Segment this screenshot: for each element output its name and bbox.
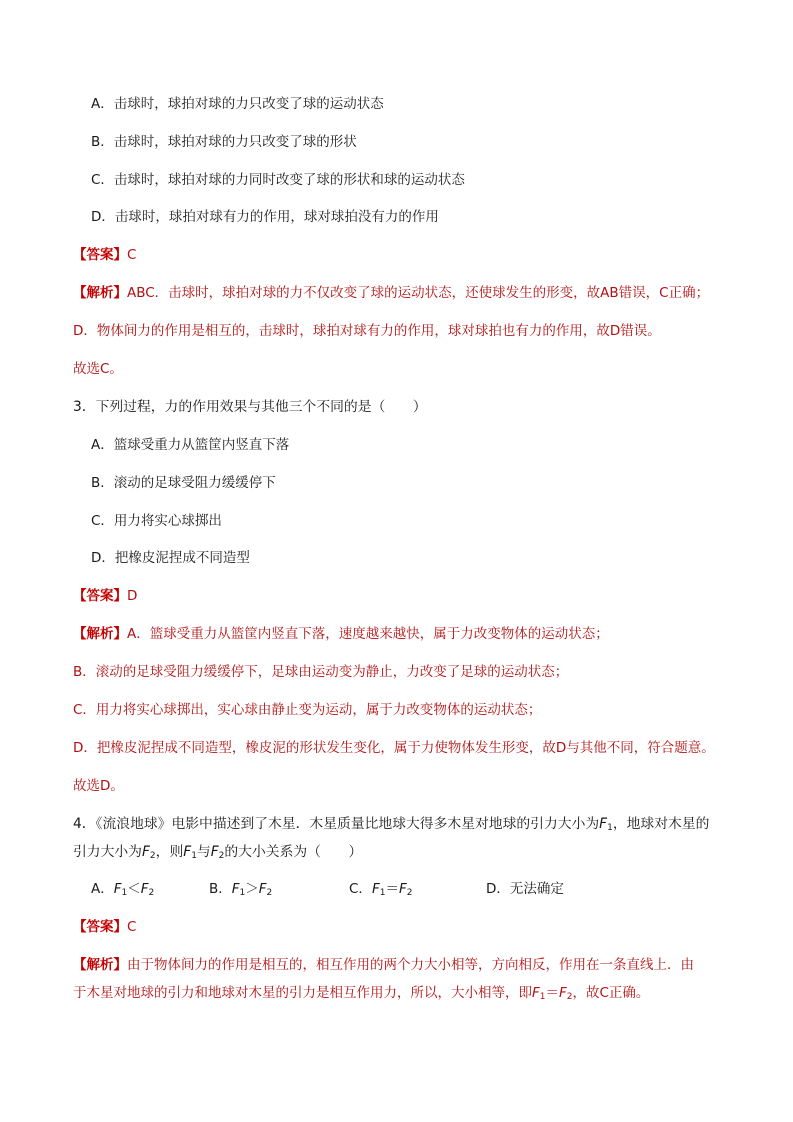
q4-answer-value: C <box>127 919 137 935</box>
q3-option-a: A．篮球受重力从篮筐内竖直下落 <box>91 437 290 453</box>
q3-analysis-line-1: 【解析】A．篮球受重力从篮筐内竖直下落，速度越来越快，属于力改变物体的运动状态； <box>73 626 609 642</box>
q3-answer-value: D <box>127 588 138 604</box>
q2-option-b: B．击球时，球拍对球的力只改变了球的形状 <box>91 134 357 150</box>
q2-option-d: D．击球时，球拍对球有力的作用，球对球拍没有力的作用 <box>91 209 439 225</box>
q4-option-c: C．$F_1=F_2$ <box>349 881 413 898</box>
q2-option-c: C．击球时，球拍对球的力同时改变了球的形状和球的运动状态 <box>91 172 465 188</box>
q2-option-a: A．击球时，球拍对球的力只改变了球的运动状态 <box>91 96 384 112</box>
answer-label: 【答案】 <box>73 588 127 604</box>
analysis-label: 【解析】 <box>73 957 127 973</box>
q2-analysis-line-1: 【解析】ABC．击球时，球拍对球的力不仅改变了球的运动状态，还使球发生的形变，故AB错误，C正确； <box>73 285 710 301</box>
q4-stem-line-1: 4．《流浪地球》电影中描述到了木星．木星质量比地球大得多木星对地球的引力大小为$F_1$，地球对木星的 <box>73 816 710 833</box>
q4-analysis-line-1: 【解析】由于物体间力的作用是相互的，相互作用的两个力大小相等，方向相反，作用在一条直线上．由 <box>73 957 694 973</box>
q3-answer <box>73 586 137 606</box>
q2-answer-value: C <box>127 247 137 263</box>
analysis-label: 【解析】 <box>73 626 127 642</box>
q4-analysis-line-2: 于木星对地球的引力和地球对木星的引力是相互作用力，所以，大小相等，即$F_1=F_2$，故C正确。 <box>73 985 650 1002</box>
q3-analysis-line-3: C．用力将实心球掷出，实心球由静止变为运动，属于力改变物体的运动状态； <box>73 702 542 718</box>
q2-answer <box>73 245 136 265</box>
q3-analysis-line-2: B．滚动的足球受阻力缓缓停下，足球由运动变为静止，力改变了足球的运动状态； <box>73 664 569 680</box>
q4-option-a: A．$F_1<F_2$ <box>91 881 155 898</box>
answer-label: 【答案】 <box>73 919 127 935</box>
q3-stem: 3．下列过程，力的作用效果与其他三个不同的是（ ） <box>73 399 427 415</box>
q3-option-b: B．滚动的足球受阻力缓缓停下 <box>91 475 276 491</box>
q2-analysis-line-2: D．物体间力的作用是相互的，击球时，球拍对球有力的作用，球对球拍也有力的作用，故D错误。 <box>73 323 661 339</box>
q4-option-d: D．无法确定 <box>486 881 564 897</box>
q3-analysis-line-5: 故选D。 <box>73 778 124 794</box>
q4-option-b: B．$F_1>F_2$ <box>209 881 273 898</box>
answer-label: 【答案】 <box>73 247 127 263</box>
q3-analysis-line-4: D．把橡皮泥捏成不同造型，橡皮泥的形状发生变化，属于力使物体发生形变，故D与其他不同，符合题意。 <box>73 740 715 756</box>
q3-option-d: D．把橡皮泥捏成不同造型 <box>91 550 250 566</box>
analysis-label: 【解析】 <box>73 285 127 301</box>
q2-analysis-line-3: 故选C。 <box>73 361 123 377</box>
q3-option-c: C．用力将实心球掷出 <box>91 513 222 529</box>
q4-stem-line-2: 引力大小为$F_2$，则$F_1$与$F_2$的大小关系为（ ） <box>73 844 363 861</box>
q4-answer <box>73 917 136 937</box>
